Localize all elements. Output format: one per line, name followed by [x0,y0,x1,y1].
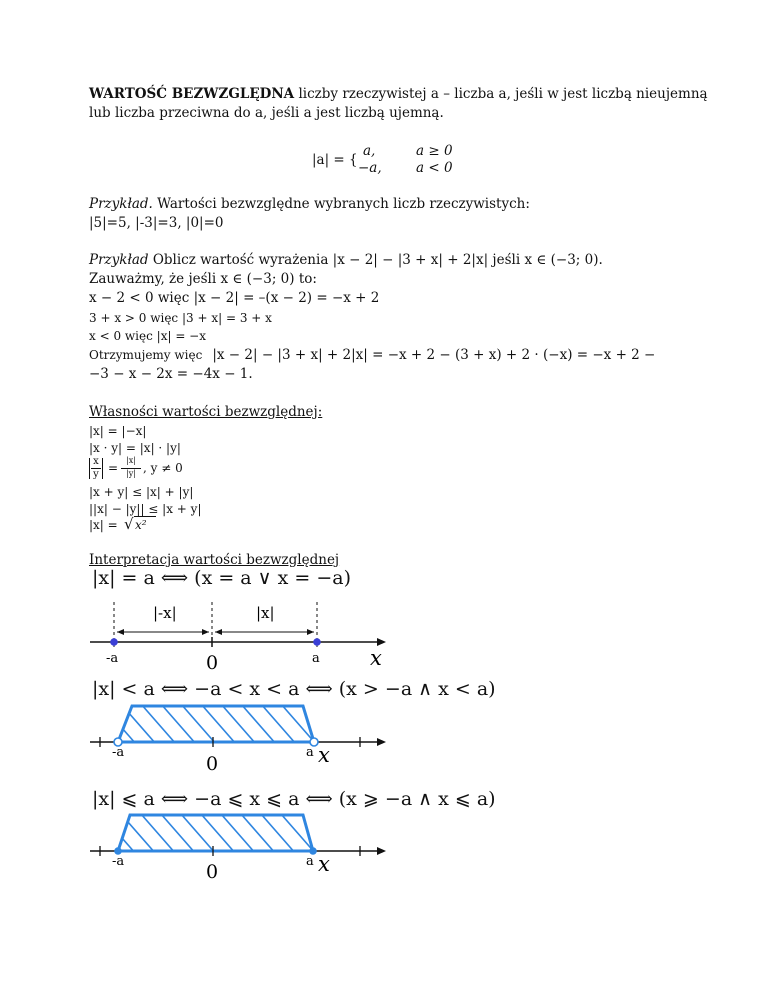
tick-zero: 0 [206,753,219,775]
definition-line-2: lub liczba przeciwna do a, jeśli a jest liczbą ujemną. [89,105,444,121]
equation-abs-less-equal: |x| ⩽ a ⟺ −a ⩽ x ⩽ a ⟺ (x ⩾ −a ∧ x ⩽ a) [92,788,496,810]
example1-line-1 [89,195,530,213]
example2-result-formula: |x − 2| − |3 + x| + 2|x| = −x + 2 − (3 + x) + 2 · (−x) = −x + 2 − [212,347,656,363]
property-3-rhs-denominator: |y| [126,469,136,478]
example2-line-1 [89,251,603,269]
definition-case2-value: −a, [358,160,382,176]
example2-label: Przykład [89,252,149,268]
number-line-less-equal-diagram [80,810,400,890]
example1-values: |5|=5, |-3|=3, |0|=0 [89,215,224,231]
axis-label-x: x [370,646,382,670]
interpretation-heading: Interpretacja wartości bezwzględnej [89,552,340,568]
example2-line-3: x − 2 < 0 więc |x − 2| = –(x − 2) = −x + 2 [89,290,380,306]
property-3-rhs-numerator: |x| [126,456,136,465]
property-6-radicand: x² [135,518,147,532]
example2-result-label: Otrzymujemy więc [89,348,203,362]
property-3-lhs-numerator: x [93,456,99,467]
label-neg-x: |-x| [153,604,177,622]
definition-line-1 [89,85,708,103]
example2-line-6 [89,346,655,364]
equation-abs-equals: |x| = a ⟺ (x = a ∨ x = −a) [92,567,351,589]
property-5: ||x| − |y|| ≤ |x + y| [89,502,202,516]
property-4: |x + y| ≤ |x| + |y| [89,485,194,499]
example2-text: Oblicz wartość wyrażenia |x − 2| − |3 + x| + 2|x| jeśli x ∈ (−3; 0). [148,252,603,268]
property-6-lhs: |x| = [89,518,118,532]
definition-formula-lhs: |a| = { [312,152,358,168]
example2-line-7: −3 − x − 2x = −4x − 1. [89,366,253,382]
point-neg-a [110,638,118,646]
property-2: |x · y| = |x| · |y| [89,441,181,455]
label-pos-x: |x| [256,604,275,622]
example2-line-5: x < 0 więc |x| = −x [89,329,207,343]
sqrt-icon: √ [124,515,134,533]
tick-neg-a: -a [112,854,125,869]
property-3-condition: , y ≠ 0 [143,461,183,475]
axis-label-x: x [318,852,330,876]
number-line-less-diagram [80,700,400,782]
property-3-lhs-denominator: y [93,469,99,480]
tick-zero: 0 [206,861,219,883]
definition-case1-condition: a ≥ 0 [416,143,453,159]
properties-heading: Własności wartości bezwzględnej: [89,404,323,420]
axis-label-x: x [318,743,330,767]
definition-case2-condition: a < 0 [416,160,453,176]
definition-text: liczby rzeczywistej a – liczba a, jeśli w jest liczbą nieujemną [294,86,708,102]
example2-line-4: 3 + x > 0 więc |3 + x| = 3 + x [89,311,272,325]
tick-neg-a: -a [112,745,125,760]
example1-label: Przykład. [89,196,153,212]
example2-line-2: Zauważmy, że jeśli x ∈ (−3; 0) to: [89,271,317,287]
equation-abs-less: |x| < a ⟺ −a < x < a ⟺ (x > −a ∧ x < a) [92,678,496,700]
tick-neg-a: -a [106,651,119,666]
number-line-equals-diagram [80,590,400,675]
property-3-equals: = [108,461,119,475]
tick-a: a [306,745,314,760]
property-1: |x| = |−x| [89,424,147,438]
definition-case1-value: a, [363,143,376,159]
tick-a: a [306,854,314,869]
tick-a: a [312,651,320,666]
tick-zero: 0 [206,652,219,674]
point-a [313,638,321,646]
definition-term: WARTOŚĆ BEZWZGLĘDNA [89,86,295,102]
example1-text: Wartości bezwzględne wybranych liczb rzeczywistych: [152,196,530,212]
